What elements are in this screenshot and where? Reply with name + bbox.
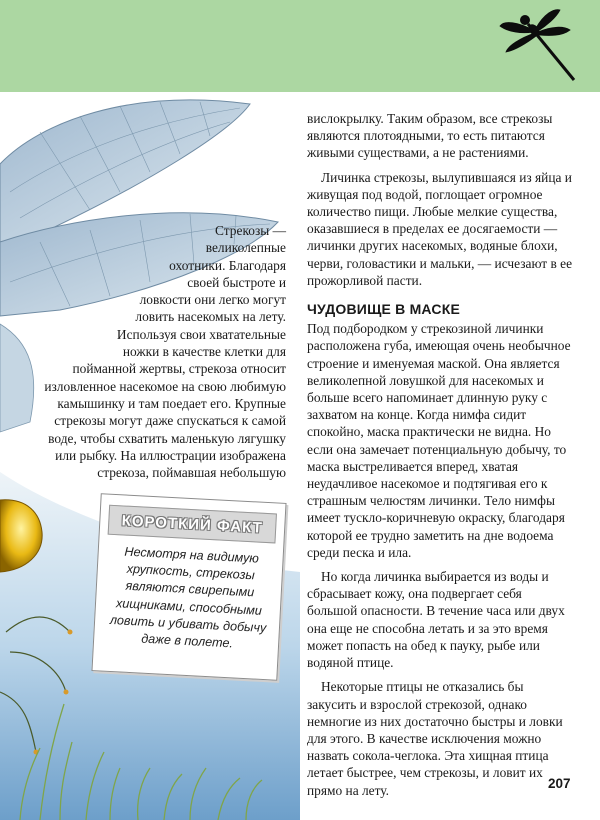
left-line: ножки в качестве клетки для <box>122 344 286 360</box>
paragraph: Личинка стрекозы, вылупившаяся из яйца и живущая под водой, поглощает огромное количество пищи. Любые мелкие существа, оказавшиеся в пределах ее досягаемости — личинки других насекомых, водяные блохи, черви, головастики и мальки, — исчезают в ее прожорливой пасти. <box>307 169 573 288</box>
short-fact-title: КОРОТКИЙ ФАКТ <box>108 505 277 544</box>
left-line: изловленное насекомое на свою любимую <box>44 378 286 394</box>
header-band <box>0 0 600 92</box>
left-line: Используя свои хватательные <box>116 326 286 342</box>
left-line: Стрекозы — <box>215 223 286 238</box>
left-line: ловить насекомых на лету. <box>135 309 286 325</box>
paragraph: вислокрылку. Таким образом, все стрекозы являются плотоядными, то есть питаются живыми существами, а не растениями. <box>307 111 553 161</box>
left-line: стрекоза, поймавшая небольшую <box>97 465 286 481</box>
right-body-column <box>307 110 575 799</box>
left-body-text <box>18 222 286 481</box>
left-line: охотники. Благодаря <box>169 257 286 273</box>
left-line: воде, чтобы схватить маленькую лягушку <box>48 430 286 446</box>
dragonfly-icon <box>498 6 584 86</box>
left-line: своей быстроте и <box>187 274 286 290</box>
left-line: пойманной жертвы, стрекоза относит <box>72 361 286 377</box>
short-fact-text: Несмотря на видимую хрупкость, стрекозы являются свирепыми хищниками, способными ловить и убивать добычу даже в полете. <box>109 544 267 651</box>
short-fact-card <box>91 493 286 680</box>
page-number: 207 <box>548 776 571 791</box>
paragraph: Но когда личинка выбирается из воды и сбрасывает кожу, она подвергает себя большой опасности. В течение часа или двух она еще не способна летать и за это время может попасть на обед к пауку, рыбе или водяной птице. <box>307 569 565 671</box>
left-line: или рыбку. На иллюстрации изображена <box>55 447 286 463</box>
left-line: камышинку и там поедает его. Крупные <box>57 395 286 411</box>
left-line: ловкости они легко могут <box>139 292 286 308</box>
left-line: великолепные <box>205 240 286 256</box>
left-line: стрекозы могут даже спускаться к самой <box>54 413 286 429</box>
paragraph: Под подбородком у стрекозиной личинки расположена губа, имеющая очень необычное строение и именуемая маской. Она является великолепной ловушкой для насекомых и больше всего напоминает длинную руку с захватом на конце. Когда нимфа сидит спокойно, маска практически не видна. Но если она замечает потенциальную добычу, то маска выстреливается вперед, хватая неудачливое насекомое и подтягивая его к страшным челюстям личинки. Тело нимфы имеет тускло-коричневую окраску, благодаря которой ее трудно заметить на дне водоема среди песка и ила. <box>307 321 571 560</box>
paragraph: Некоторые птицы не отказались бы закусить и взрослой стрекозой, однако немногие из них достаточно быстры и ловки для этого. В качестве исключения можно назвать сокола-чеглока. Эта хищная птица летает быстрее, чем стрекозы, и ловит их прямо на лету. <box>307 679 563 798</box>
section-heading: ЧУДОВИЩЕ В МАСКЕ <box>307 301 460 318</box>
